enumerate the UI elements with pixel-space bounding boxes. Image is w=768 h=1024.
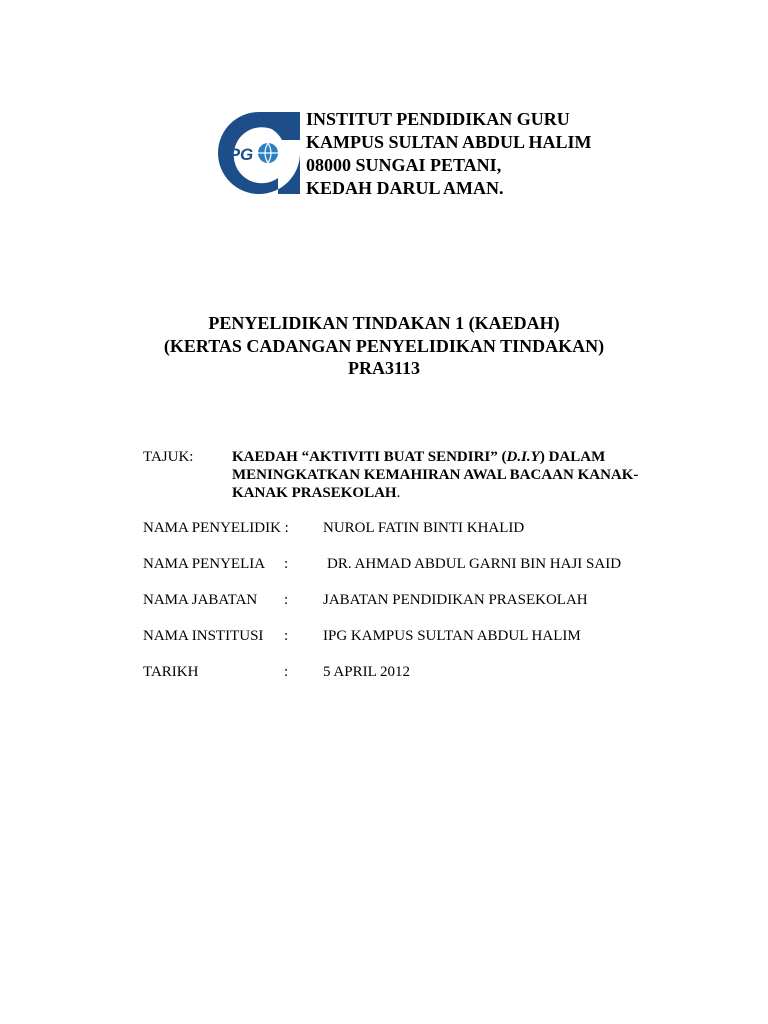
jabatan-label: NAMA JABATAN [143,592,258,608]
tajuk-line1-post: ) DALAM [539,449,606,465]
tajuk-line1-pre: KAEDAH “AKTIVITI BUAT SENDIRI” ( [232,449,507,465]
tajuk-line [232,484,638,502]
institute-line: KAMPUS SULTAN ABDUL HALIM [306,132,592,152]
tajuk-text [232,448,638,502]
ipg-logo [218,112,300,194]
jabatan-value: JABATAN PENDIDIKAN PRASEKOLAH [323,592,588,608]
logo-upper-band [259,112,300,140]
penyelidik-value: NUROL FATIN BINTI KHALID [323,520,525,536]
tarikh-label: TARIKH [143,664,199,680]
document-title [0,312,768,380]
penyelidik-label: NAMA PENYELIDIK : [143,520,289,536]
penyelia-value: DR. AHMAD ABDUL GARNI BIN HAJI SAID [327,556,622,572]
tajuk-label: TAJUK: [143,449,194,465]
title-line: PENYELIDIKAN TINDAKAN 1 (KAEDAH) [208,313,560,333]
institute-line: 08000 SUNGAI PETANI, [306,155,502,175]
tajuk-line [232,448,638,466]
tajuk-diy: D.I.Y [506,449,540,465]
institute-line: INSTITUT PENDIDIKAN GURU [306,109,570,129]
tarikh-colon: : [284,664,289,680]
institusi-colon: : [284,628,289,644]
tajuk-line3-end: . [396,485,401,501]
institute-line: KEDAH DARUL AMAN. [306,178,504,198]
institusi-value: IPG KAMPUS SULTAN ABDUL HALIM [323,628,581,644]
institusi-label: NAMA INSTITUSI [143,628,264,644]
course-code: PRA3113 [348,358,420,378]
tajuk-line3: KANAK PRASEKOLAH [232,485,397,501]
penyelia-colon: : [284,556,289,572]
tajuk-line: MENINGKATKAN KEMAHIRAN AWAL BACAAN KANAK- [232,467,639,483]
logo-text: IPG [224,145,254,164]
jabatan-colon: : [284,592,289,608]
institute-address [306,108,592,200]
tarikh-value: 5 APRIL 2012 [323,664,410,680]
penyelia-label: NAMA PENYELIA [143,556,266,572]
title-line: (KERTAS CADANGAN PENYELIDIKAN TINDAKAN) [163,335,605,356]
